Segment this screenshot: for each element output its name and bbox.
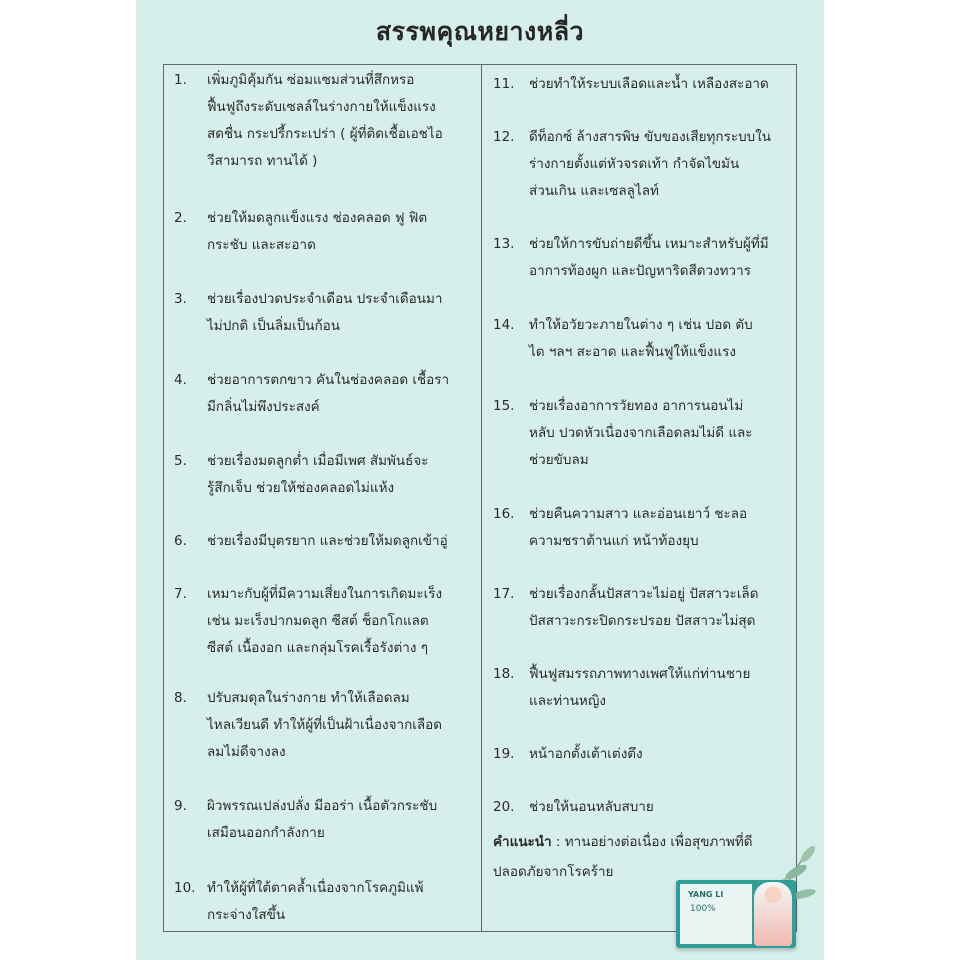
list-item: 7. เหมาะกับผู้ที่มีความเสี่ยงในการเกิดมะเร็ง เช่น มะเร็งปากมดลูก ซีสต์ ช็อกโกแลต ซีสต์ เนื้องอก และกลุ่มโรคเรื้อรังต่าง ๆ <box>174 586 443 656</box>
list-item: 17. ช่วยเรื่องกลั้นปัสสาวะไม่อยู่ ปัสสาวะเล็ด ปัสสาวะกระปิดกระปรอย ปัสสาวะไม่สุด <box>493 586 759 629</box>
column-divider <box>481 65 482 931</box>
advice-text: : ทานอย่างต่อเนื่อง เพื่อสุขภาพที่ดี ปลอดภัยจากโรคร้าย <box>493 834 753 880</box>
list-item: 16. ช่วยคืนความสาว และอ่อนเยาว์ ชะลอ ความชราต้านแก่ หน้าท้องยุบ <box>493 506 748 549</box>
list-item: 10. ทำให้ผู้ที่ใต้ตาคล้ำเนื่องจากโรคภูมิแพ้ กระจ่างใสขึ้น <box>174 880 424 923</box>
list-item: 14. ทำให้อวัยวะภายในต่าง ๆ เช่น ปอด ตับ ไต ฯลฯ สะอาด และฟื้นฟูให้แข็งแรง <box>493 317 753 360</box>
product-label <box>680 884 752 944</box>
list-item: 19. หน้าอกตั้งเต้าเต่งตึง <box>493 746 643 762</box>
page-title: สรรพคุณหยางหลี่ว <box>375 17 585 46</box>
list-item: 9. ผิวพรรณเปล่งปลั่ง มีออร่า เนื้อตัวกระชับ เสมือนออกกำลังกาย <box>174 798 438 841</box>
list-item: 13. ช่วยให้การขับถ่ายดีขึ้น เหมาะสำหรับผู้ที่มี อาการท้องผูก และปัญหาริดสีดวงทวาร <box>493 236 769 279</box>
list-item: 12. ดีท็อกซ์ ล้างสารพิษ ขับของเสียทุกระบบใน ร่างกายตั้งแต่หัวจรดเท้า กำจัดไขมัน ส่วนเกิน และเซลลูไลท์ <box>493 129 772 199</box>
list-item: 1. เพิ่มภูมิคุ้มกัน ซ่อมแซมส่วนที่สึกหรอ ฟื้นฟูถึงระดับเซลล์ในร่างกายให้แข็งแรง สดชื่น กระปรี้กระเปร่า ( ผู้ที่ติดเชื้อเอชไอ วีสามารถ ทานได้ ) <box>174 72 443 169</box>
list-item: 8. ปรับสมดุลในร่างกาย ทำให้เลือดลม ไหลเวียนดี ทำให้ผู้ที่เป็นฝ้าเนื่องจากเลือด ลมไม่ดีจางลง <box>174 690 443 760</box>
product-percent: 100% <box>690 904 716 914</box>
list-item: 3. ช่วยเรื่องปวดประจำเดือน ประจำเดือนมา ไม่ปกติ เป็นลิ่มเป็นก้อน <box>174 291 443 334</box>
advice-label: คำแนะนำ <box>493 834 552 850</box>
list-item: 2. ช่วยให้มดลูกแข็งแรง ช่องคลอด ฟู ฟิต กระชับ และสะอาด <box>174 210 428 253</box>
list-item: 15. ช่วยเรื่องอาการวัยทอง อาการนอนไม่ หลับ ปวดหัวเนื่องจากเลือดลมไม่ดี และ ช่วยขับลม <box>493 398 753 468</box>
benefits-table <box>163 64 797 932</box>
list-item: 11. ช่วยทำให้ระบบเลือดและน้ำ เหลืองสะอาด <box>493 76 769 92</box>
advice-note <box>493 827 791 887</box>
list-item: 4. ช่วยอาการตกขาว คันในช่องคลอด เชื้อรา มีกลิ่นไม่พึงประสงค์ <box>174 372 450 415</box>
list-item: 5. ช่วยเรื่องมดลูกต่ำ เมื่อมีเพศ สัมพันธ์จะ รู้สึกเจ็บ ช่วยให้ช่องคลอดไม่แห้ง <box>174 453 429 496</box>
product-box <box>676 880 796 948</box>
list-item: 20. ช่วยให้นอนหลับสบาย <box>493 799 654 815</box>
list-item: 18. ฟื้นฟูสมรรถภาพทางเพศให้แก่ท่านชาย และท่านหญิง <box>493 666 751 709</box>
list-item: 6. ช่วยเรื่องมีบุตรยาก และช่วยให้มดลูกเข้าอู่ <box>174 533 448 549</box>
product-brand: YANG LI <box>688 890 724 899</box>
poster <box>136 0 824 960</box>
goddess-figure-icon <box>754 882 792 946</box>
